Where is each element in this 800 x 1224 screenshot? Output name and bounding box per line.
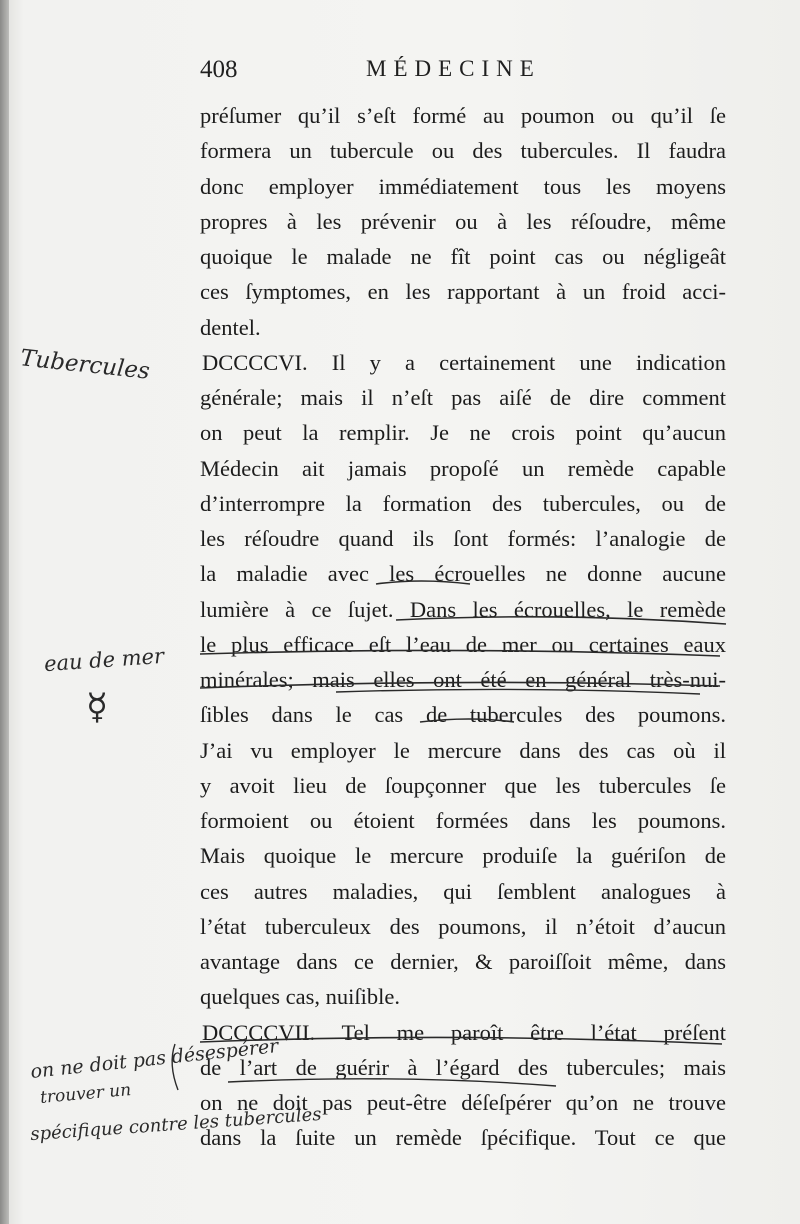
text-line: propres à les prévenir ou à les réſoudre, même bbox=[200, 208, 726, 234]
text-line: Médecin ait jamais propoſé un remède capable bbox=[200, 455, 726, 481]
underline-mark bbox=[420, 719, 514, 722]
text-line: dentel. bbox=[200, 314, 261, 340]
text-line: lumière à ce ſujet. Dans les écrouelles, le remède bbox=[200, 596, 726, 622]
text-line: on ne doit pas peut-être déſeſpérer qu’on ne trouve bbox=[200, 1090, 726, 1115]
text-line: quoique le malade ne fît point cas ou négligeât bbox=[200, 244, 726, 269]
text-line: avantage dans ce dernier, & paroiſſoit même, dans bbox=[200, 949, 726, 974]
text-line: de l’art de guérir à l’égard des tubercules; mais bbox=[200, 1054, 726, 1080]
text-line: ſibles dans le cas de tubercules des poumons. bbox=[200, 702, 726, 728]
text-line: d’interrompre la formation des tubercules, ou de bbox=[200, 490, 726, 516]
text-line: quelques cas, nuiſible. bbox=[200, 984, 400, 1010]
text-line: formoient ou étoient formées dans les poumons. bbox=[200, 808, 726, 833]
text-line: J’ai vu employer le mercure dans des cas où il bbox=[200, 737, 726, 763]
underline-mark bbox=[396, 617, 726, 624]
margin-note-bottom: spécifique contre les tubercules bbox=[29, 1103, 323, 1146]
underline-mark bbox=[200, 682, 720, 688]
text-line: ces ſymptomes, en les rapportant à un froid acci- bbox=[200, 279, 726, 305]
text-line: Mais quoique le mercure produiſe la guériſon de bbox=[200, 843, 726, 869]
text-line: l’état tuberculeux des poumons, il n’étoit d’aucun bbox=[200, 913, 726, 939]
underline-mark bbox=[200, 1037, 722, 1044]
text-line: donc employer immédiatement tous les moyens bbox=[200, 173, 726, 199]
underline-mark bbox=[228, 1079, 556, 1086]
text-line: dans la ſuite un remède ſpécifique. Tout ce que bbox=[200, 1125, 726, 1151]
underline-mark bbox=[200, 650, 720, 656]
text-line: on peut la remplir. Je ne crois point qu’aucun bbox=[200, 420, 726, 446]
text-line: la maladie avec les écrouelles ne donne aucune bbox=[200, 561, 726, 587]
text-line: minérales; mais elles ont été en général très-nui- bbox=[200, 667, 726, 692]
margin-note-tubercules: Tubercules bbox=[18, 345, 151, 385]
text-line: ces autres maladies, qui ſemblent analogues à bbox=[200, 878, 726, 904]
underline-mark bbox=[376, 581, 470, 584]
text-line: préſumer qu’il s’eſt formé au poumon ou qu’il ſe bbox=[200, 103, 726, 128]
text-line: formera un tubercule ou des tubercules. Il faudra bbox=[200, 138, 726, 164]
page-number: 408 bbox=[200, 56, 238, 83]
margin-note-eau-de-mer: eau de mer bbox=[43, 643, 165, 677]
margin-note-bottom: on ne doit pas désespérer bbox=[29, 1035, 280, 1083]
margin-note-bottom: trouver un bbox=[39, 1080, 132, 1108]
text-line: générale; mais il n’eſt pas aiſé de dire comment bbox=[200, 385, 726, 410]
mercury-symbol-icon: ☿ bbox=[86, 687, 109, 727]
underline-mark bbox=[336, 689, 700, 694]
text-line: le plus efficace eſt l’eau de mer ou certaines eaux bbox=[200, 631, 726, 657]
paragraph-start: DCCCCVII. Tel me paroît être l’état préſent bbox=[202, 1019, 726, 1045]
text-line: y avoit lieu de ſoupçonner que les tubercules ſe bbox=[200, 772, 726, 798]
text-line: les réſoudre quand ils ſont formés: l’analogie de bbox=[200, 526, 726, 551]
paragraph-start: DCCCCVI. Il y a certainement une indication bbox=[202, 349, 726, 375]
running-title: MÉDECINE bbox=[366, 56, 541, 81]
